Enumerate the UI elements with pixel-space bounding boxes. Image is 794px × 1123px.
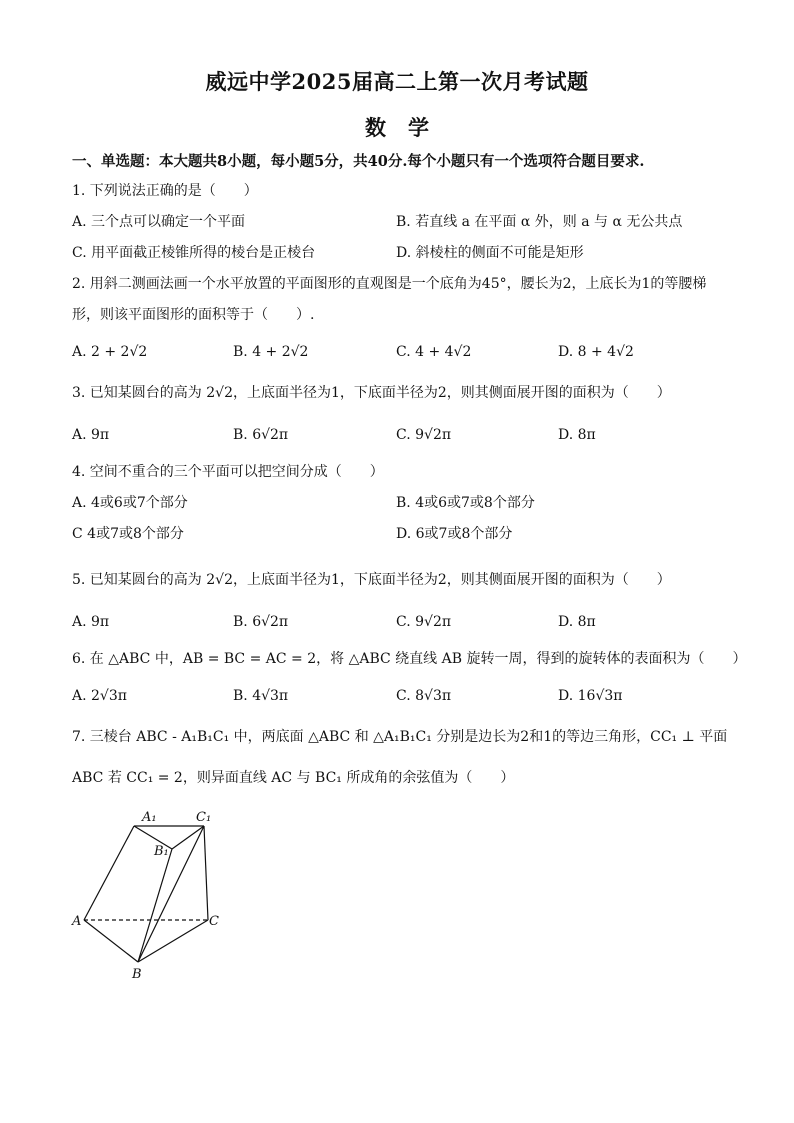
question-5-option-d: D. 8π xyxy=(558,614,596,630)
question-4-option-c: C 4或7或8个部分 xyxy=(72,526,184,542)
question-6-option-a: A. 2√3π xyxy=(72,688,127,704)
question-6-option-b: B. 4√3π xyxy=(233,688,289,704)
question-3-option-c: C. 9√2π xyxy=(396,427,452,443)
section-heading: 一、单选题：本大题共8小题，每小题5分，共40分.每个小题只有一个选项符合题目要求. xyxy=(72,153,645,170)
label-c: C xyxy=(209,914,219,929)
question-5-option-a: A. 9π xyxy=(72,614,110,630)
question-4-option-d: D. 6或7或8个部分 xyxy=(396,526,513,542)
question-2-option-d: D. 8 + 4√2 xyxy=(558,344,634,360)
question-1-option-c: C. 用平面截正棱锥所得的棱台是正棱台 xyxy=(72,245,316,261)
label-c1: C₁ xyxy=(196,810,212,825)
question-1-option-d: D. 斜棱柱的侧面不可能是矩形 xyxy=(396,245,584,261)
label-b: B xyxy=(132,967,142,982)
question-7-stem-line-1: 7. 三棱台 ABC - A₁B₁C₁ 中，两底面 △ABC 和 △A₁B₁C₁ 分别是边长为2和1的等边三角形，CC₁ ⊥ 平面 xyxy=(72,729,728,745)
label-a1: A₁ xyxy=(142,810,157,825)
question-3-stem: 3. 已知某圆台的高为 2√2，上底面半径为1，下底面半径为2，则其侧面展开图的面积为（ ） xyxy=(72,385,671,401)
question-7-stem-line-2: ABC 若 CC₁ = 2，则异面直线 AC 与 BC₁ 所成角的余弦值为（ ） xyxy=(72,770,515,786)
question-5-option-b: B. 6√2π xyxy=(233,614,289,630)
question-2-option-c: C. 4 + 4√2 xyxy=(396,344,472,360)
edge-c-c1 xyxy=(204,826,208,920)
question-5-option-c: C. 9√2π xyxy=(396,614,452,630)
question-4-stem: 4. 空间不重合的三个平面可以把空间分成（ ） xyxy=(72,464,384,480)
question-5-stem: 5. 已知某圆台的高为 2√2，上底面半径为1，下底面半径为2，则其侧面展开图的面积为（ ） xyxy=(72,572,671,588)
exam-title: 威远中学2025届高二上第一次月考试题 xyxy=(205,69,589,94)
label-a: A xyxy=(72,914,82,929)
question-3-option-b: B. 6√2π xyxy=(233,427,289,443)
question-1-stem: 1. 下列说法正确的是（ ） xyxy=(72,183,258,199)
question-4-option-a: A. 4或6或7个部分 xyxy=(72,495,188,511)
question-1-option-a: A. 三个点可以确定一个平面 xyxy=(72,214,246,230)
edge-a-a1 xyxy=(84,826,134,920)
question-6-stem: 6. 在 △ABC 中，AB = BC = AC = 2，将 △ABC 绕直线 AB 旋转一周，得到的旋转体的表面积为（ ） xyxy=(72,651,747,667)
question-3-option-a: A. 9π xyxy=(72,427,110,443)
question-4-option-b: B. 4或6或7或8个部分 xyxy=(396,495,535,511)
subject-title: 数学 xyxy=(365,115,451,140)
question-2-stem-line-2: 形，则该平面图形的面积等于（ ）. xyxy=(72,307,315,323)
edge-b1-c1 xyxy=(172,826,204,849)
question-2-stem-line-1: 2. 用斜二测画法画一个水平放置的平面图形的直观图是一个底角为45°，腰长为2，上底长为1的等腰梯 xyxy=(72,276,707,292)
question-1-option-b: B. 若直线 a 在平面 α 外，则 a 与 α 无公共点 xyxy=(396,214,683,230)
question-6-option-d: D. 16√3π xyxy=(558,688,623,704)
question-2-option-b: B. 4 + 2√2 xyxy=(233,344,309,360)
question-2-option-a: A. 2 + 2√2 xyxy=(72,344,148,360)
question-3-option-d: D. 8π xyxy=(558,427,596,443)
question-6-option-c: C. 8√3π xyxy=(396,688,452,704)
edge-a-b xyxy=(84,920,138,962)
label-b1: B₁ xyxy=(154,844,169,859)
frustum-figure xyxy=(70,806,230,984)
